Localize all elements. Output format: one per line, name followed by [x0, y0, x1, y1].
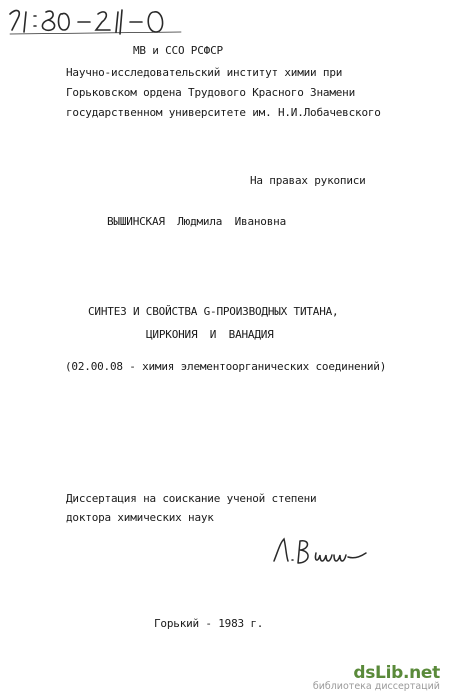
watermark-subtitle: библиотека диссертаций — [312, 681, 440, 692]
institute-line-2: Горьковском ордена Трудового Красного Знамени — [66, 86, 356, 99]
degree-line-1: Диссертация на соискание ученой степени — [66, 492, 317, 505]
city-year: Горький - 1983 г. — [154, 617, 264, 630]
archive-number-handwriting — [6, 4, 196, 38]
institute-line-3: государственном университете им. Н.И.Лобачевского — [66, 106, 381, 119]
author-signature — [270, 533, 370, 569]
ministry: МВ и ССО РСФСР — [133, 44, 223, 57]
title-line-2: ЦИРКОНИЯ И ВАНАДИЯ — [146, 328, 274, 341]
dslib-watermark — [313, 663, 440, 692]
title-line-1: СИНТЕЗ И СВОЙСТВА G-ПРОИЗВОДНЫХ ТИТАНА, — [88, 305, 339, 318]
degree-line-2: доктора химических наук — [66, 511, 214, 524]
specialty: (02.00.08 - химия элементоорганических соединений) — [65, 360, 387, 373]
author-name: ВЫШИНСКАЯ Людмила Ивановна — [107, 215, 286, 228]
manuscript-rights: На правах рукописи — [250, 174, 366, 187]
institute-line-1: Научно-исследовательский институт химии при — [66, 66, 343, 79]
watermark-logo: dsLib.net — [353, 663, 440, 683]
